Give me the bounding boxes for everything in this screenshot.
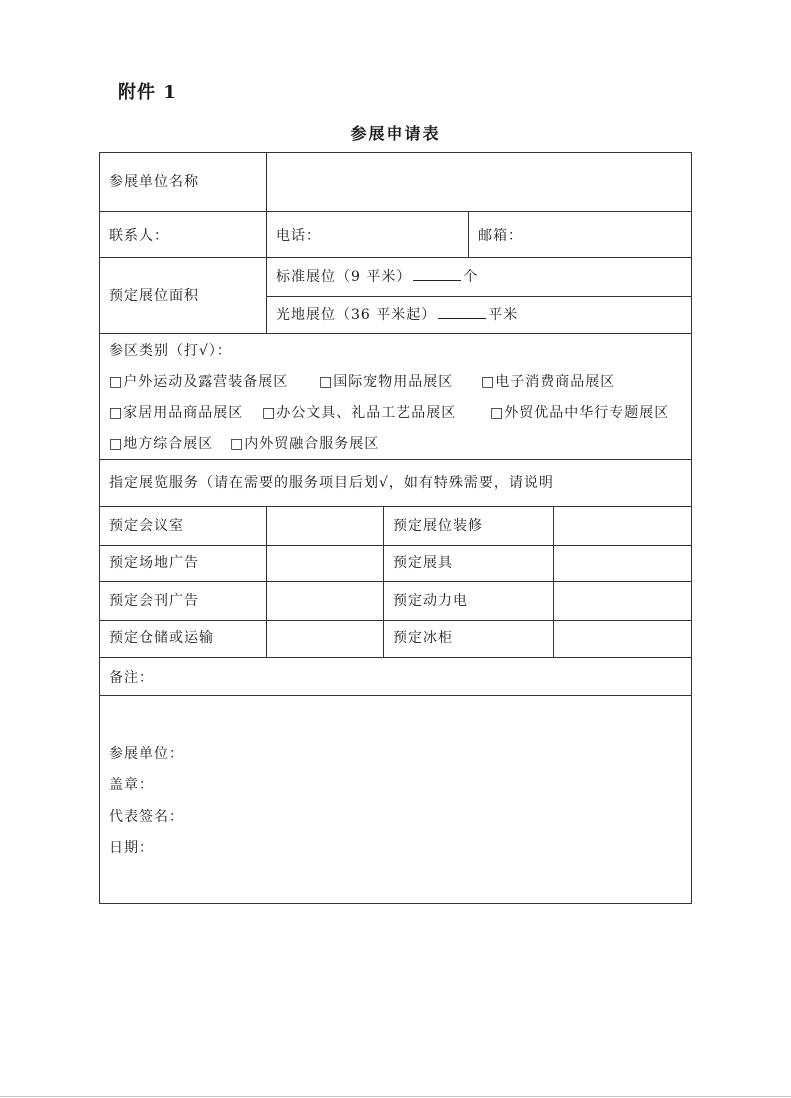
- row-divider: [100, 657, 691, 658]
- standard-booth-line: [276, 268, 478, 286]
- zone-option[interactable]: □户外运动及露营装备展区: [109, 374, 289, 390]
- standard-booth-unit: 个: [463, 269, 479, 285]
- zone-option[interactable]: □家居用品商品展区: [109, 405, 244, 421]
- row-divider: [266, 296, 691, 297]
- service-item: 预定冰柜: [393, 630, 453, 646]
- row-divider: [100, 545, 691, 546]
- row-divider: [100, 459, 691, 460]
- services-heading: 指定展览服务（请在需要的服务项目后划√，如有特殊需要，请说明: [109, 475, 554, 491]
- service-item: 预定场地广告: [109, 555, 199, 571]
- zone-heading: 参区类别（打√）：: [109, 343, 232, 359]
- exhibitor-name-field[interactable]: [267, 153, 691, 211]
- zone-option[interactable]: □电子消费商品展区: [481, 374, 616, 390]
- service-item: 预定仓储或运输: [109, 630, 214, 646]
- standard-booth-blank[interactable]: [413, 268, 461, 281]
- raw-space-line: [276, 306, 518, 324]
- phone-label: 电话：: [276, 228, 321, 244]
- exhibitor-name-label: 参展单位名称: [109, 174, 199, 190]
- signature-seal-label: 盖章：: [109, 777, 154, 793]
- raw-space-blank[interactable]: [438, 306, 486, 319]
- col-divider: [468, 211, 469, 257]
- row-divider: [100, 581, 691, 582]
- zone-option[interactable]: □办公文具、礼品工艺品展区: [262, 405, 457, 421]
- row-divider: [100, 333, 691, 334]
- zone-option[interactable]: □外贸优品中华行专题展区: [490, 405, 670, 421]
- row-divider: [100, 695, 691, 696]
- raw-space-text: 光地展位（36 平米起）: [276, 307, 437, 323]
- standard-booth-text: 标准展位（9 平米）: [276, 269, 412, 285]
- service-item: 预定会刊广告: [109, 593, 199, 609]
- signature-unit-label: 参展单位：: [109, 746, 184, 762]
- row-divider: [100, 211, 691, 212]
- service-item: 预定展位装修: [393, 518, 483, 534]
- row-divider: [100, 257, 691, 258]
- row-divider: [100, 620, 691, 621]
- attachment-label: 附件 1: [118, 82, 177, 103]
- remarks-label: 备注：: [109, 670, 154, 686]
- zone-option[interactable]: □内外贸融合服务展区: [230, 436, 380, 452]
- signature-rep-label: 代表签名：: [109, 809, 184, 825]
- service-item: 预定会议室: [109, 518, 184, 534]
- page-edge: [0, 1096, 791, 1097]
- signature-date-label: 日期：: [109, 840, 154, 856]
- col-divider: [383, 506, 384, 657]
- booth-area-label: 预定展位面积: [109, 288, 199, 304]
- email-label: 邮箱：: [478, 228, 523, 244]
- service-item: 预定动力电: [393, 593, 468, 609]
- zone-option[interactable]: □国际宠物用品展区: [319, 374, 454, 390]
- application-form: [99, 152, 692, 904]
- col-divider: [553, 506, 554, 657]
- zone-option[interactable]: □地方综合展区: [109, 436, 214, 452]
- row-divider: [100, 506, 691, 507]
- service-item: 预定展具: [393, 555, 453, 571]
- form-title: 参展申请表: [350, 124, 441, 143]
- contact-label: 联系人：: [109, 228, 169, 244]
- raw-space-unit: 平米: [488, 307, 519, 323]
- col-divider: [266, 506, 267, 657]
